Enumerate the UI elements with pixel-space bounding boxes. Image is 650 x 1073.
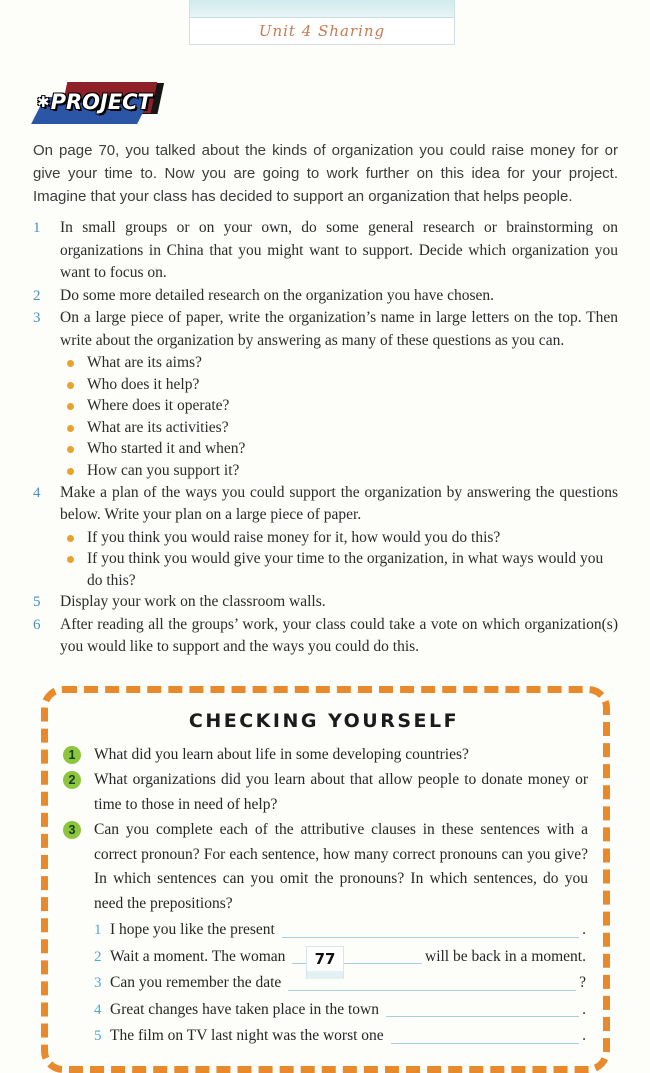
list-item bbox=[33, 614, 618, 659]
bullet-icon bbox=[67, 360, 74, 367]
bullet-text: If you think you would raise money for it, how would you do this? bbox=[87, 528, 501, 546]
sentence-text: Wait a moment. The woman bbox=[110, 947, 286, 965]
sentence-text: Great changes have taken place in the town bbox=[110, 1000, 379, 1018]
list-item bbox=[33, 482, 618, 527]
list-item bbox=[60, 352, 618, 374]
list-item bbox=[60, 395, 618, 417]
bullet-text: What are its aims? bbox=[87, 354, 202, 371]
list-item bbox=[33, 307, 618, 352]
question-number-badge: 2 bbox=[63, 771, 81, 789]
sentence-number: 4 bbox=[94, 1001, 102, 1018]
question-text: What did you learn about life in some developing countries? bbox=[94, 745, 469, 763]
bullet-text: How can you support it? bbox=[87, 461, 240, 479]
question-number-badge: 1 bbox=[63, 746, 81, 764]
step-text: Make a plan of the ways you could support the organization by answering the questions below. Write your plan on a large piece of paper. bbox=[60, 483, 618, 524]
list-item bbox=[60, 460, 618, 482]
sentence-tail: . bbox=[582, 1000, 586, 1018]
fill-in-sentence bbox=[94, 1023, 586, 1050]
step-text: Do some more detailed research on the organization you have chosen. bbox=[60, 286, 494, 304]
unit-title: Unit 4 Sharing bbox=[258, 22, 386, 40]
checking-question bbox=[60, 818, 588, 916]
checking-yourself-box bbox=[41, 686, 610, 1073]
sentence-tail: . bbox=[582, 1027, 586, 1045]
question-number-badge: 3 bbox=[63, 821, 81, 839]
step-text: In small groups or on your own, do some general research or brainstorming on organizations in China that you might want to support. Decide which organization you want to focus on. bbox=[60, 219, 618, 281]
bullet-icon bbox=[67, 403, 74, 410]
sentence-text: I hope you like the present bbox=[110, 921, 275, 939]
unit-header bbox=[189, 0, 455, 45]
sentence-number: 1 bbox=[94, 922, 102, 939]
sentence-text: The film on TV last night was the worst one bbox=[110, 1027, 384, 1045]
step-text: After reading all the groups’ work, your class could take a vote on which organization(s) you would like to support and the ways you could do this. bbox=[60, 615, 618, 656]
step-number: 3 bbox=[33, 310, 41, 326]
bullet-icon bbox=[67, 425, 74, 432]
answer-blank bbox=[282, 937, 579, 938]
fill-in-sentence bbox=[94, 917, 586, 944]
list-item bbox=[33, 591, 618, 614]
answer-blank bbox=[391, 1043, 579, 1044]
project-heading bbox=[37, 90, 177, 114]
list-item bbox=[60, 374, 618, 396]
project-logo bbox=[34, 82, 174, 130]
question-text: Can you complete each of the attributive clauses in these sentences with a correct pronoun? For each sentence, how many correct pronouns can you give? In which sentences can you omit the pronouns? In which sentences, do you need the prepositions? bbox=[94, 821, 588, 912]
bullet-text: Where does it operate? bbox=[87, 397, 230, 415]
step-text: On a large piece of paper, write the organization’s name in large letters on the top. Then write about the organization by answering as many of these questions as you can. bbox=[60, 309, 618, 349]
checking-question bbox=[60, 768, 588, 817]
sentence-tail: ? bbox=[579, 974, 586, 992]
step-number: 1 bbox=[33, 220, 41, 236]
sentence-text: Can you remember the date bbox=[110, 974, 282, 992]
step-text: Display your work on the classroom walls. bbox=[60, 593, 326, 611]
page-number-box bbox=[306, 946, 344, 979]
bullet-icon bbox=[67, 556, 74, 563]
list-item bbox=[60, 417, 618, 439]
bullet-text: If you think you would give your time to the organization, in what ways would you do this? bbox=[87, 550, 604, 589]
step-number: 6 bbox=[33, 616, 41, 633]
bullet-icon bbox=[67, 382, 74, 389]
answer-blank bbox=[288, 990, 576, 991]
star-icon: ✱ bbox=[37, 93, 50, 111]
step-number: 4 bbox=[33, 484, 41, 501]
step-number: 5 bbox=[33, 594, 41, 611]
list-item bbox=[60, 438, 618, 460]
checking-yourself-title: CHECKING YOURSELF bbox=[188, 709, 460, 732]
bullet-icon bbox=[67, 468, 74, 475]
step-number: 2 bbox=[33, 287, 41, 304]
checking-question bbox=[60, 743, 588, 768]
fill-in-sentence bbox=[94, 997, 586, 1024]
page-number-strip bbox=[307, 971, 343, 979]
sentence-number: 3 bbox=[94, 975, 102, 992]
bullet-text: Who does it help? bbox=[87, 375, 200, 393]
bullet-text: Who started it and when? bbox=[87, 440, 246, 458]
page-content bbox=[33, 139, 618, 1073]
sentence-number: 5 bbox=[94, 1028, 102, 1045]
answer-blank bbox=[386, 1016, 579, 1017]
project-intro-paragraph: On page 70, you talked about the kinds of organization you could raise money for or give your time to. Now you are going to work further on this idea for your project. Imagine that your class has decided to support an organization that helps people. bbox=[33, 142, 618, 205]
list-item bbox=[33, 285, 618, 308]
page-number: 77 bbox=[314, 950, 336, 968]
list-item bbox=[60, 548, 618, 591]
project-steps-list bbox=[33, 217, 618, 659]
bullet-icon bbox=[67, 446, 74, 453]
sentence-tail: . bbox=[582, 921, 586, 939]
question-text: What organizations did you learn about that allow people to donate money or time to those in need of help? bbox=[94, 771, 588, 813]
project-heading-label: PROJECT bbox=[50, 90, 152, 114]
list-item bbox=[60, 527, 618, 549]
bullet-icon bbox=[67, 535, 74, 542]
sentence-tail: will be back in a moment. bbox=[425, 947, 586, 965]
unit-header-image bbox=[190, 0, 454, 18]
list-item bbox=[33, 217, 618, 285]
bullet-text: What are its activities? bbox=[87, 418, 229, 436]
sentence-number: 2 bbox=[94, 948, 102, 965]
